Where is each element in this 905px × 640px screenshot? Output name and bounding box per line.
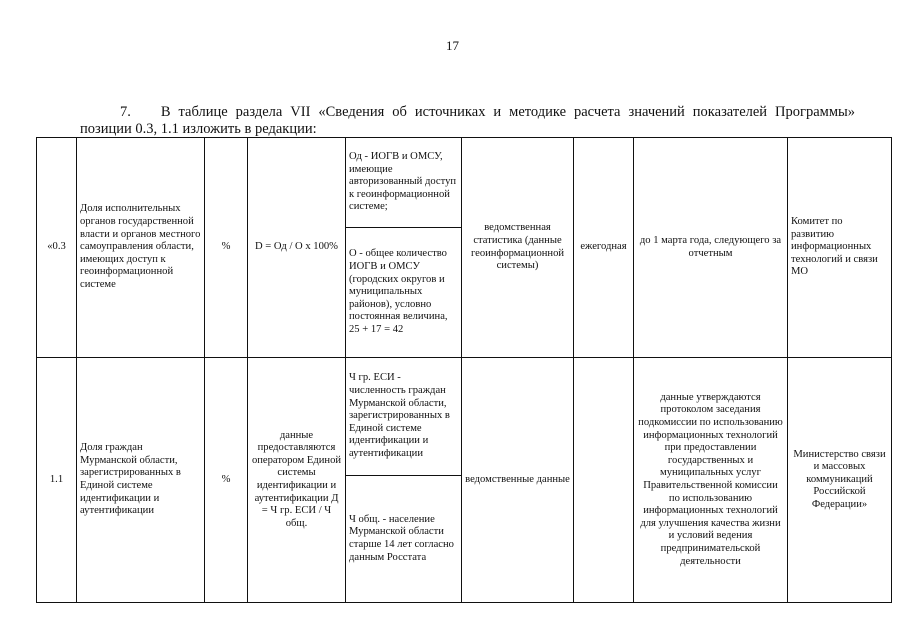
unit-cell: %	[205, 138, 248, 358]
row-number: 1.1	[37, 358, 77, 603]
intro-line-1-text: В таблице раздела VII «Сведения об источниках и методике расчета значений показателей Программы»	[160, 104, 855, 120]
frequency-cell	[574, 358, 634, 603]
formula-cell: D = Од / О х 100%	[248, 138, 346, 358]
formula-cell: данные предоставляются оператором Единой системы идентификации и аутентификации Д = Ч гр. ЕСИ / Ч общ.	[248, 358, 346, 603]
page-number: 17	[446, 38, 459, 53]
frequency-cell: ежегодная	[574, 138, 634, 358]
deadline-cell: данные утверждаются протоколом заседания подкомиссии по использованию информационных технологий при предоставлении государственных и муниципальных услуг Правительственной комиссии по использованию информационных технологий для улучшения качества жизни и условий ведения предпринимательской деятельности	[634, 358, 788, 603]
component-cell: Ч общ. - население Мурманской области старше 14 лет согласно данным Росстата	[346, 476, 462, 603]
item-number: 7.	[120, 104, 131, 120]
table-row	[37, 138, 892, 228]
table-row	[37, 358, 892, 476]
intro-paragraph	[80, 104, 855, 138]
unit-cell: %	[205, 358, 248, 603]
intro-line-2: позиции 0.3, 1.1 изложить в редакции:	[80, 121, 317, 137]
indicator-table	[36, 137, 892, 603]
component-cell: Ч гр. ЕСИ - численность граждан Мурманской области, зарегистрированных в Единой системе идентификации и аутентификации	[346, 358, 462, 476]
responsible-cell: Министерство связи и массовых коммуникаций Российской Федерации»	[788, 358, 892, 603]
deadline-cell: до 1 марта года, следующего за отчетным	[634, 138, 788, 358]
indicator-name: Доля граждан Мурманской области, зарегистрированных в Единой системе идентификации и аутентификации	[77, 358, 205, 603]
component-cell: Од - ИОГВ и ОМСУ, имеющие авторизованный доступ к геоинформационной системе;	[346, 138, 462, 228]
row-number: «0.3	[37, 138, 77, 358]
responsible-cell: Комитет по развитию информационных технологий и связи МО	[788, 138, 892, 358]
source-cell: ведомственная статистика (данные геоинформационной системы)	[462, 138, 574, 358]
indicator-name: Доля исполнительных органов государственной власти и органов местного самоуправления области, имеющих доступ к геоинформационной системе	[77, 138, 205, 358]
component-cell: О - общее количество ИОГВ и ОМСУ (городских округов и муниципальных районов), условно постоянная величина, 25 + 17 = 42	[346, 228, 462, 358]
source-cell: ведомственные данные	[462, 358, 574, 603]
intro-line-1	[80, 104, 855, 121]
